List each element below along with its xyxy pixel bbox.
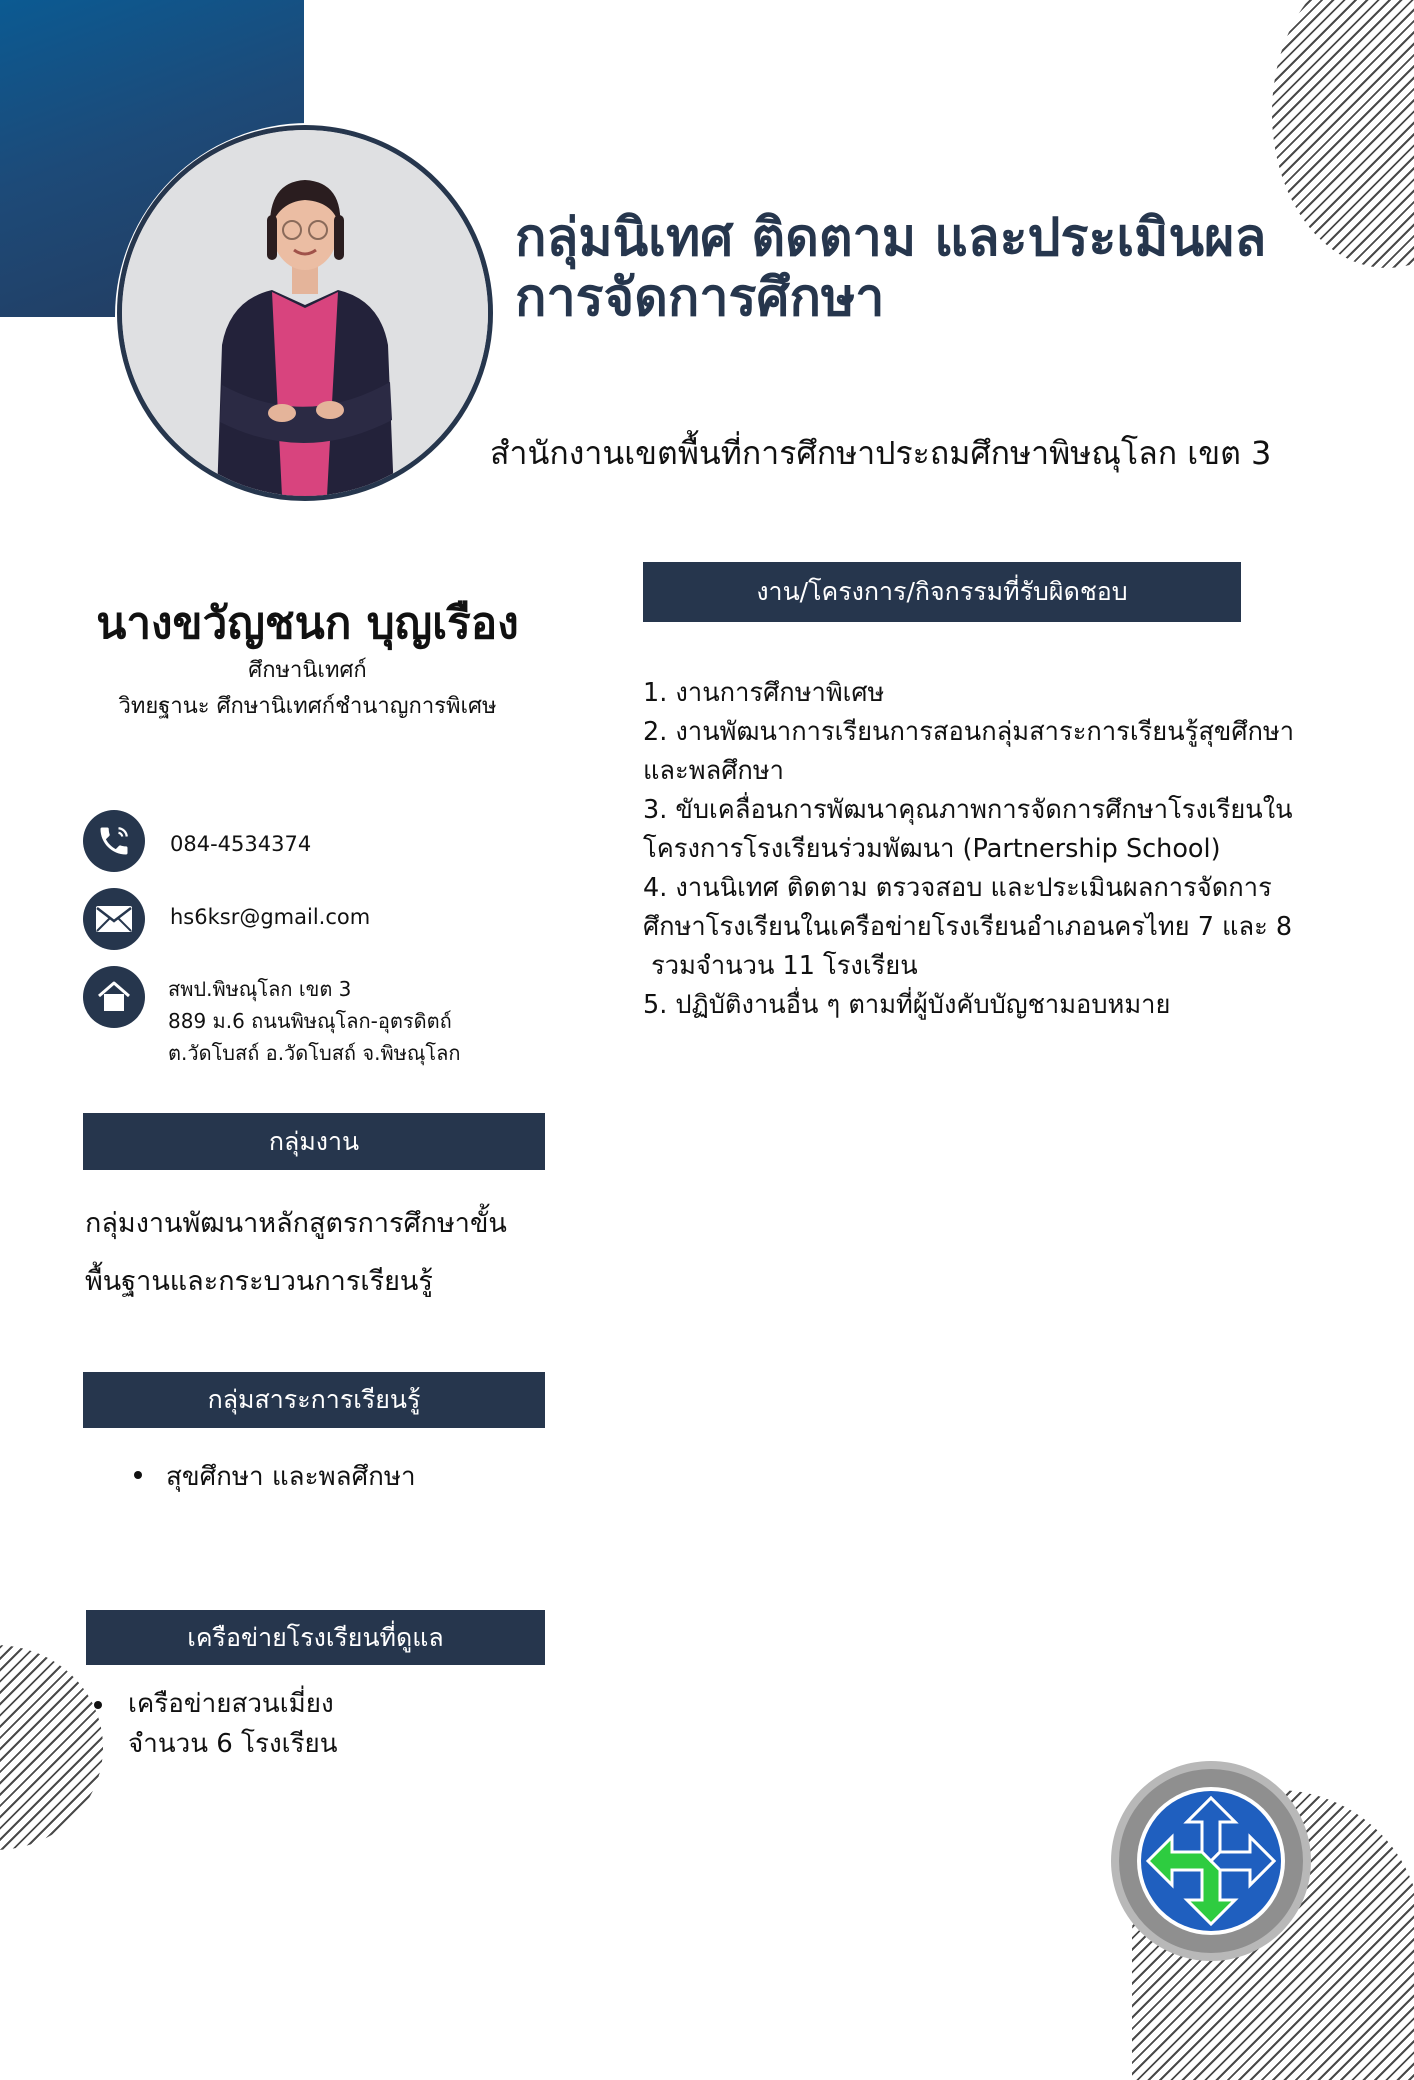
learning-area-heading: กลุ่มสาระการเรียนรู้ bbox=[83, 1372, 545, 1428]
person-name: นางขวัญชนก บุญเรือง bbox=[96, 598, 519, 649]
responsibility-line: ศึกษาโรงเรียนในเครือข่ายโรงเรียนอำเภอนครไทย 7 และ 8 bbox=[643, 912, 1293, 942]
phone-icon bbox=[83, 810, 145, 872]
contact-address bbox=[168, 973, 528, 1069]
work-group-line-2: พื้นฐานและกระบวนการเรียนรู้ bbox=[85, 1266, 433, 1297]
portrait-illustration bbox=[122, 130, 488, 496]
profile-photo bbox=[117, 125, 493, 501]
home-icon bbox=[83, 966, 145, 1028]
person-position: ศึกษานิเทศก์ bbox=[248, 658, 367, 683]
responsibility-line: 5. ปฏิบัติงานอื่น ๆ ตามที่ผู้บังคับบัญชามอบหมาย bbox=[643, 990, 1171, 1020]
responsibilities-heading: งาน/โครงการ/กิจกรรมที่รับผิดชอบ bbox=[643, 562, 1241, 622]
network-heading: เครือข่ายโรงเรียนที่ดูแล bbox=[86, 1610, 545, 1665]
title-line-1: กลุ่มนิเทศ ติดตาม และประเมินผล bbox=[515, 208, 1267, 268]
responsibility-line: 2. งานพัฒนาการเรียนการสอนกลุ่มสาระการเรียนรู้สุขศึกษา bbox=[643, 717, 1295, 747]
responsibility-line: รวมจำนวน 11 โรงเรียน bbox=[643, 951, 918, 981]
network-item bbox=[92, 1684, 532, 1764]
bullet bbox=[94, 1701, 102, 1709]
logo-seal-icon bbox=[1110, 1760, 1312, 1962]
network-list bbox=[92, 1684, 532, 1764]
person-rank: วิทยฐานะ ศึกษานิเทศก์ชำนาญการพิเศษ bbox=[118, 694, 497, 719]
hatch-decoration-bottom-left bbox=[0, 1645, 103, 1850]
address-line-3: ต.วัดโบสถ์ อ.วัดโบสถ์ จ.พิษณุโลก bbox=[168, 1041, 461, 1065]
title-line-2: การจัดการศึกษา bbox=[515, 268, 885, 328]
responsibility-line: 4. งานนิเทศ ติดตาม ตรวจสอบ และประเมินผลการจัดการ bbox=[643, 873, 1272, 903]
learning-area-item-label: สุขศึกษา และพลศึกษา bbox=[166, 1462, 416, 1492]
responsibilities-list bbox=[643, 674, 1303, 1025]
work-group-text bbox=[85, 1195, 555, 1311]
network-item-line-2: จำนวน 6 โรงเรียน bbox=[128, 1729, 338, 1759]
address-line-1: สพป.พิษณุโลก เขต 3 bbox=[168, 977, 352, 1001]
responsibility-line: และพลศึกษา bbox=[643, 756, 784, 786]
page-title bbox=[515, 208, 1395, 328]
responsibility-line: 1. งานการศึกษาพิเศษ bbox=[643, 678, 885, 708]
learning-area-list bbox=[130, 1456, 550, 1497]
bullet bbox=[134, 1471, 142, 1479]
mail-icon bbox=[83, 888, 145, 950]
responsibility-line: 3. ขับเคลื่อนการพัฒนาคุณภาพการจัดการศึกษาโรงเรียนใน bbox=[643, 795, 1293, 825]
learning-area-item bbox=[130, 1456, 550, 1497]
organization-subtitle: สำนักงานเขตพื้นที่การศึกษาประถมศึกษาพิษณุโลก เขต 3 bbox=[490, 434, 1272, 472]
work-group-line-1: กลุ่มงานพัฒนาหลักสูตรการศึกษาขั้น bbox=[85, 1208, 507, 1239]
contact-phone[interactable]: 084-4534374 bbox=[170, 832, 312, 856]
contact-email[interactable]: hs6ksr@gmail.com bbox=[170, 905, 371, 929]
responsibility-line: โครงการโรงเรียนร่วมพัฒนา (Partnership School) bbox=[643, 834, 1221, 864]
network-item-line-1: เครือข่ายสวนเมี่ยง bbox=[128, 1689, 334, 1719]
address-line-2: 889 ม.6 ถนนพิษณุโลก-อุตรดิตถ์ bbox=[168, 1009, 452, 1033]
work-group-heading: กลุ่มงาน bbox=[83, 1113, 545, 1170]
organization-logo bbox=[1110, 1760, 1312, 1962]
